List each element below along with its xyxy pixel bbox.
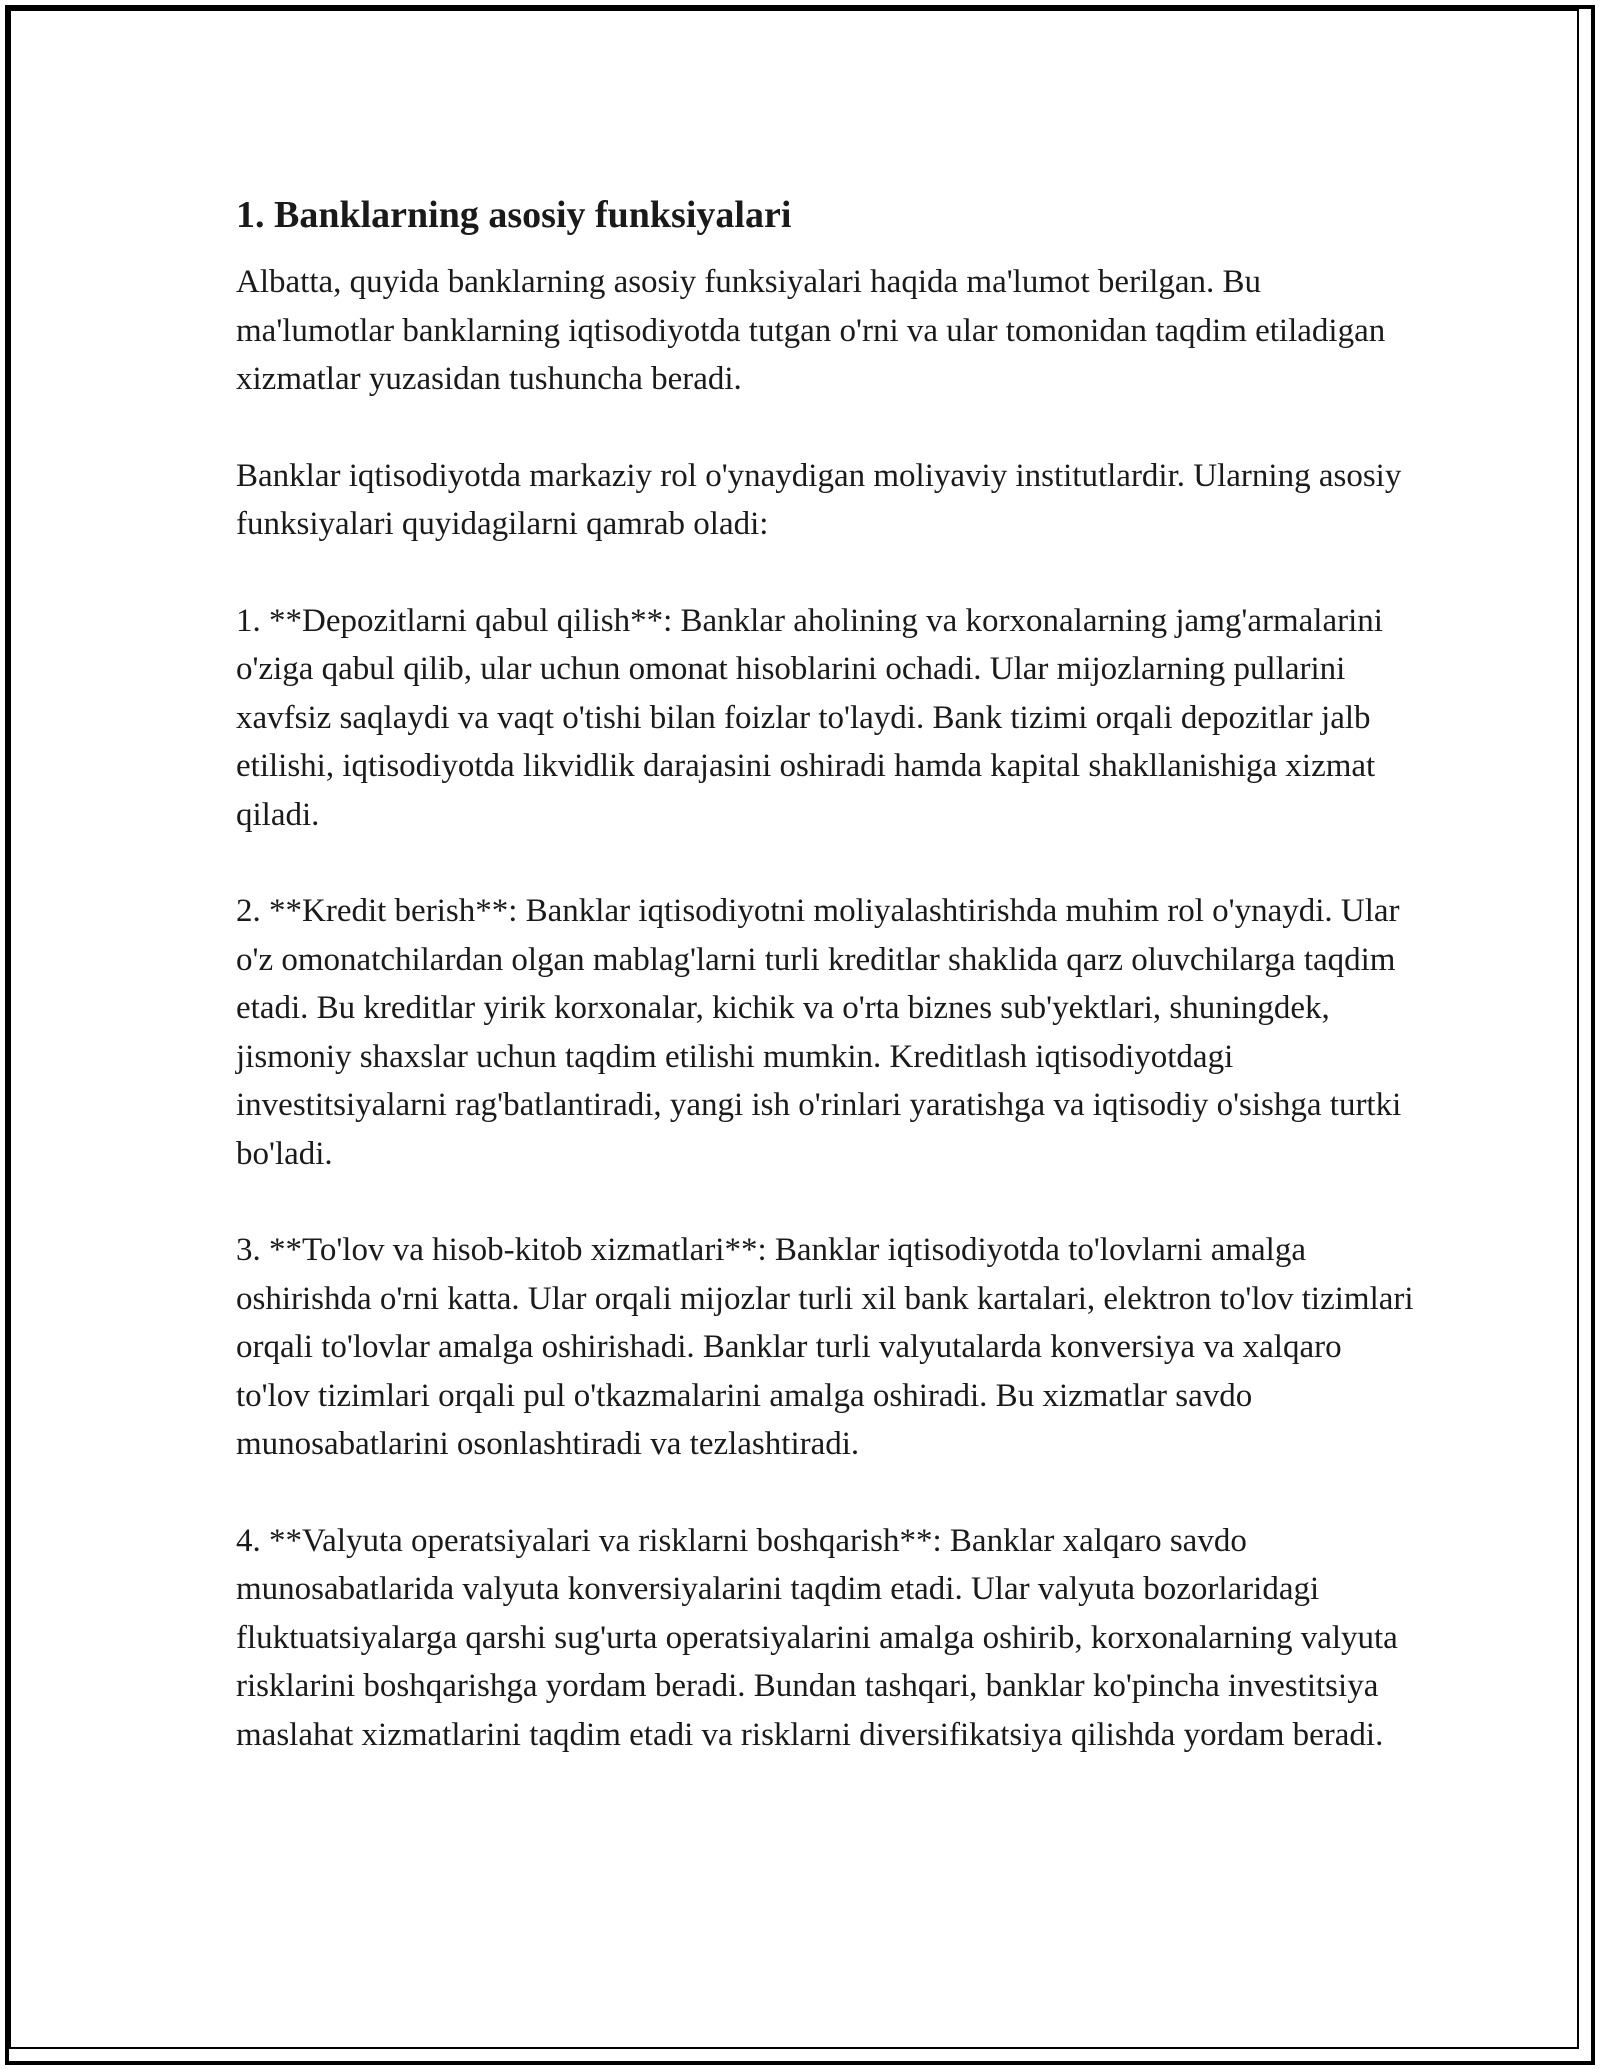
paragraph-item-payments: 3. **To'lov va hisob-kitob xizmatlari**: Banklar iqtisodiyotda to'lovlarni amalga oshirishda o'rni katta. Ular orqali mijozlar turli xil bank kartalari, elektron to'lov tizimlari orqali to'lovlar amalga oshirishadi. Banklar turli valyutalarda konversiya va xalqaro to'lov tizimlari orqali pul o'tkazmalarini amalga oshiradi. Bu xizmatlar savdo munosabatlarini osonlashtiradi va tezlashtiradi. xyxy=(236,1232,1414,1462)
section-title: 1. Banklarning asosiy funksiyalari xyxy=(236,194,792,236)
document-body xyxy=(236,186,1416,1807)
paragraph-intro: Albatta, quyida banklarning asosiy funksiyalari haqida ma'lumot berilgan. Bu ma'lumotlar banklarning iqtisodiyotda tutgan o'rni va ular tomonidan taqdim etiladigan xizmatlar yuzasidan tushuncha beradi. xyxy=(236,264,1386,397)
paragraph-item-deposits: 1. **Depozitlarni qabul qilish**: Banklar aholining va korxonalarning jamg'armalarini o'ziga qabul qilib, ular uchun omonat hisoblarini ochadi. Ular mijozlarning pullarini xavfsiz saqlaydi va vaqt o'tishi bilan foizlar to'laydi. Bank tizimi orqali depozitlar jalb etilishi, iqtisodiyotda likvidlik darajasini oshiradi hamda kapital shakllanishiga xizmat qiladi. xyxy=(236,602,1383,833)
paragraph-item-credit: 2. **Kredit berish**: Banklar iqtisodiyotni moliyalashtirishda muhim rol o'ynaydi. Ular o'z omonatchilardan olgan mablag'larni turli kreditlar shaklida qarz oluvchilarga taqdim etadi. Bu kreditlar yirik korxonalar, kichik va o'rta biznes sub'yektlari, shuningdek, jismoniy shaxslar uchun taqdim etilishi mumkin. Kreditlash iqtisodiyotdagi investitsiyalarni rag'batlantiradi, yangi ish o'rinlari yaratishga va iqtisodiy o'sishga turtki bo'ladi. xyxy=(236,893,1402,1172)
paragraph-item-currency: 4. **Valyuta operatsiyalari va risklarni boshqarish**: Banklar xalqaro savdo munosabatlarida valyuta konversiyalarini taqdim etadi. Ular valyuta bozorlaridagi fluktuatsiyalarga qarshi sug'urta operatsiyalarini amalga oshirib, korxonalarning valyuta risklarini boshqarishga yordam beradi. Bundan tashqari, banklar ko'pincha investitsiya maslahat xizmatlarini taqdim etadi va risklarni diversifikatsiya qilishda yordam beradi. xyxy=(236,1522,1398,1753)
paragraph-overview: Banklar iqtisodiyotda markaziy rol o'ynaydigan moliyaviy institutlardir. Ularning asosiy funksiyalari quyidagilarni qamrab oladi: xyxy=(236,457,1402,542)
